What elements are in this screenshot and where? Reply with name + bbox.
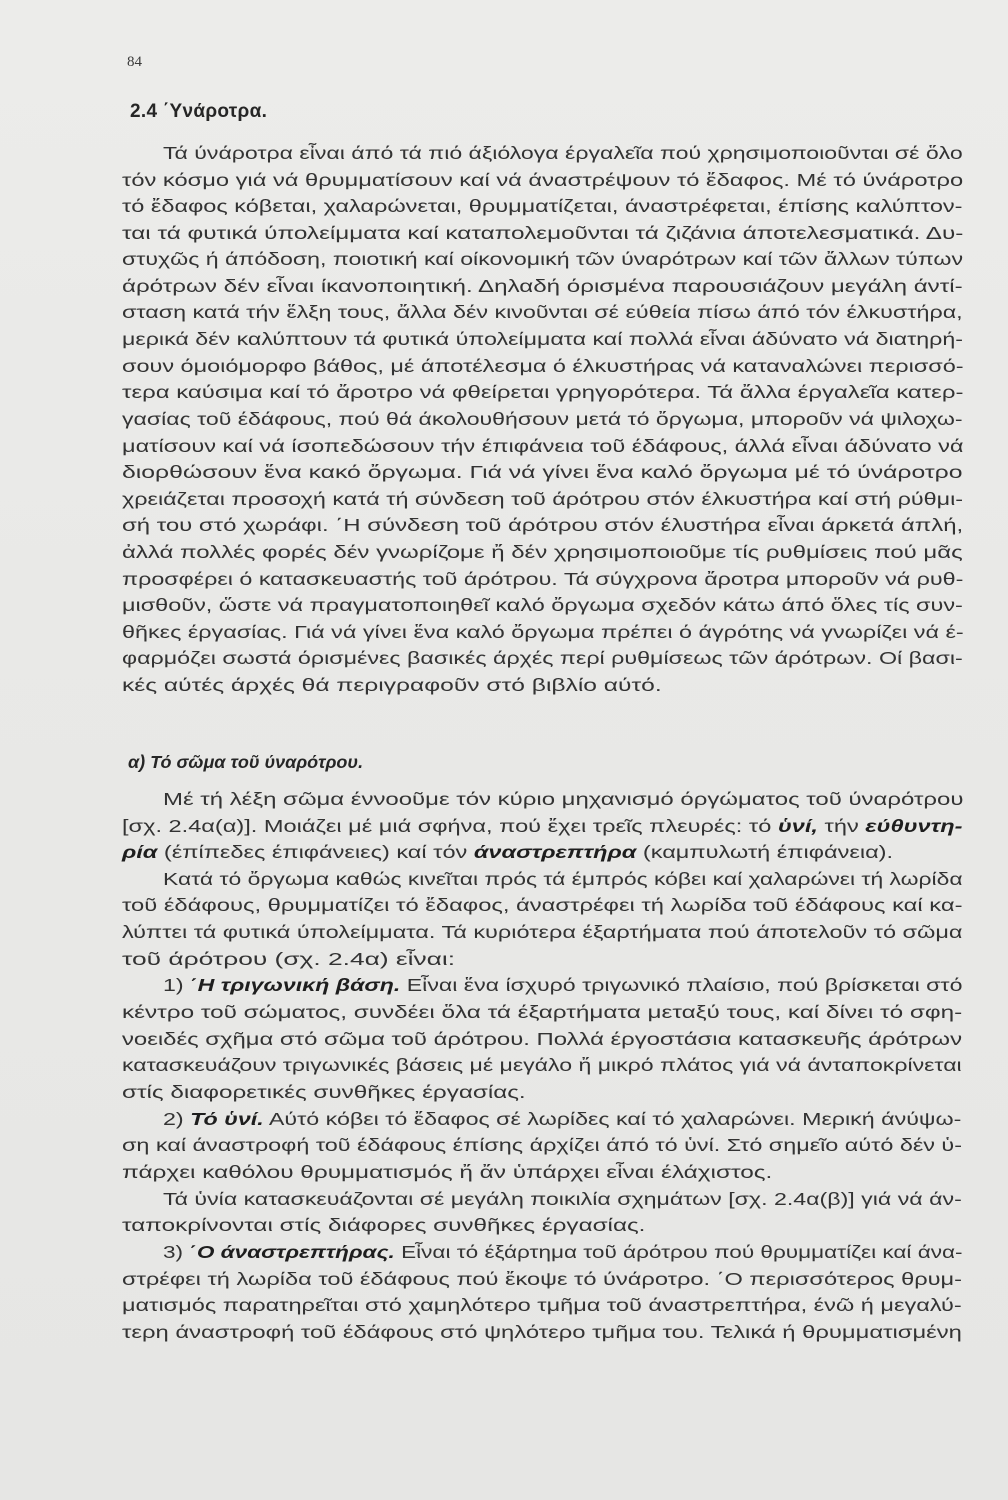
text-segment: 3) bbox=[163, 1242, 190, 1262]
page-number: 84 bbox=[127, 54, 142, 70]
text-segment: ταποκρίνονται στίς διάφορες συνθῆκες έργασίας. bbox=[122, 1215, 646, 1235]
text-segment: Εἶναι ἕνα ίσχυρό τριγωνικό πλαίσιο, πού βρίσκεται στό bbox=[400, 975, 963, 995]
emphasized-term: ΄Ο άναστρεπτήρας. bbox=[189, 1242, 395, 1262]
body-line bbox=[122, 1214, 645, 1236]
text-segment: νοειδές σχῆμα στό σῶμα τοῦ άρότρου. Πολλά έργοστάσια κατασκευῆς άρότρων bbox=[122, 1029, 963, 1049]
text-segment: πάρχει καθόλου θρυμματισμός ἤ ἄν ὑπάρχει εἶναι έλάχιστος. bbox=[122, 1162, 773, 1182]
intro-line: τερα καύσιμα καί τό ἄροτρο νά φθείρεται γρηγορότερα. Τά ἄλλα έργαλεῖα κατερ- bbox=[122, 382, 964, 402]
intro-line: στυχῶς ή άπόδοση, ποιοτική καί οίκονομική τῶν ύναρότρων καί τῶν ἄλλων τύπων bbox=[122, 249, 964, 269]
text-segment: τοῦ έδάφους, θρυμματίζει τό ἔδαφος, άναστρέφει τή λωρίδα τοῦ έδάφους καί κα- bbox=[122, 895, 963, 915]
body-line bbox=[163, 868, 963, 890]
text-segment: κέντρο τοῦ σώματος, συνδέει ὅλα τά έξαρτήματα μεταξύ τους, καί δίνει τό σφη- bbox=[122, 1002, 963, 1022]
body-line bbox=[122, 1294, 962, 1316]
intro-line: τό ἔδαφος κόβεται, χαλαρώνεται, θρυμματίζεται, άναστρέφεται, έπίσης καλύπτον- bbox=[122, 196, 963, 216]
emphasized-term: ὑνί, bbox=[777, 816, 818, 836]
body-line bbox=[163, 1241, 962, 1263]
text-segment: τερη άναστροφή τοῦ έδάφους στό ψηλότερο τμῆμα του. Τελικά ή θρυμματισμένη bbox=[122, 1322, 962, 1342]
text-segment: Μέ τή λέξη σῶμα έννοοῦμε τόν κύριο μηχανισμό όργώματος τοῦ ύναρότρου bbox=[163, 789, 964, 809]
text-segment: στίς διαφορετικές συνθῆκες έργασίας. bbox=[122, 1082, 526, 1102]
intro-line: σή του στό χωράφι. ΄Η σύνδεση τοῦ άρότρου στόν έλυστήρα εἶναι άρκετά άπλή, bbox=[122, 515, 964, 535]
emphasized-term: ρία bbox=[122, 842, 158, 862]
text-segment: ση καί άναστροφή τοῦ έδάφους έπίσης άρχίζει άπό τό ὑνί. Στό σημεῖο αύτό δέν ὑ- bbox=[122, 1135, 963, 1155]
emphasized-term: εύθυντη- bbox=[865, 816, 963, 836]
intro-line: χρειάζεται προσοχή κατά τή σύνδεση τοῦ άρότρου στόν έλκυστήρα καί στή ρύθμι- bbox=[122, 489, 964, 509]
intro-line: φαρμόζει σωστά όρισμένες βασικές άρχές περί ρυθμίσεως τῶν άρότρων. Οί βασι- bbox=[122, 648, 963, 668]
text-segment: Κατά τό ὄργωμα καθώς κινεῖται πρός τά έμπρός κόβει καί χαλαρώνει τή λωρίδα bbox=[163, 869, 963, 889]
body-line bbox=[122, 1054, 962, 1076]
text-segment: (έπίπεδες έπιφάνειες) καί τόν bbox=[157, 842, 474, 862]
intro-line: ματίσουν καί νά ίσοπεδώσουν τήν έπιφάνεια τοῦ έδάφους, άλλά εἶναι άδύνατο νά bbox=[122, 436, 964, 456]
intro-line: γασίας τοῦ έδάφους, πού θά άκολουθήσουν μετά τό ὄργωμα, μποροῦν νά ψιλοχω- bbox=[122, 409, 963, 429]
intro-line: Τά ύνάροτρα εἶναι άπό τά πιό άξιόλογα έργαλεῖα πού χρησιμοποιοῦνται σέ ὅλο bbox=[163, 143, 963, 163]
intro-line: σταση κατά τήν ἕλξη τους, ἄλλα δέν κινοῦνται σέ εύθεία πίσω άπό τόν έλκυστήρα, bbox=[122, 302, 963, 322]
emphasized-term: Τό ὑνί. bbox=[190, 1109, 264, 1129]
intro-line: θῆκες έργασίας. Γιά νά γίνει ἕνα καλό ὄργωμα πρέπει ό άγρότης νά γνωρίζει νά έ- bbox=[122, 622, 964, 642]
body-line bbox=[163, 1188, 962, 1210]
body-line bbox=[163, 974, 962, 996]
body-line bbox=[122, 921, 962, 943]
intro-line: προσφέρει ό κατασκευαστής τοῦ άρότρου. Τά σύγχρονα ἄροτρα μποροῦν νά ρυθ- bbox=[122, 569, 964, 589]
body-line bbox=[122, 841, 893, 863]
body-line bbox=[122, 815, 962, 837]
text-segment: (καμπυλωτή έπιφάνεια). bbox=[636, 842, 894, 862]
body-line bbox=[122, 1161, 772, 1183]
text-segment: κατασκευάζουν τριγωνικές βάσεις μέ μεγάλο ἤ μικρό πλάτος γιά νά άνταποκρίνεται bbox=[122, 1055, 962, 1075]
body-line bbox=[163, 1108, 962, 1130]
intro-line: μερικά δέν καλύπτουν τά φυτικά ύπολείμματα καί πολλά εἶναι άδύνατο νά διατηρή- bbox=[122, 329, 964, 349]
intro-line: κές αύτές άρχές θά περιγραφοῦν στό βιβλίο αύτό. bbox=[122, 675, 662, 695]
section-title: 2.4 ΄Υνάροτρα. bbox=[130, 101, 268, 122]
body-line bbox=[122, 1321, 962, 1343]
text-segment: Αύτό κόβει τό ἔδαφος σέ λωρίδες καί τό χαλαρώνει. Μερική άνύψω- bbox=[263, 1109, 962, 1129]
text-segment: 2) bbox=[163, 1109, 191, 1129]
emphasized-term: ΄Η τριγωνική βάση. bbox=[189, 975, 401, 995]
text-segment: λύπτει τά φυτικά ύπολείμματα. Τά κυριότερα έξαρτήματα πού άποτελοῦν τό σῶμα bbox=[122, 922, 963, 942]
intro-line: τόν κόσμο γιά νά θρυμματίσουν καί νά άναστρέψουν τό ἔδαφος. Μέ τό ύνάροτρο bbox=[122, 170, 964, 190]
body-line bbox=[122, 894, 962, 916]
text-segment: τοῦ άρότρου (σχ. 2.4α) εἶναι: bbox=[122, 949, 456, 969]
intro-line: ται τά φυτικά ύπολείμματα καί καταπολεμοῦνται τά ζιζάνια άποτελεσματικά. Δυ- bbox=[122, 223, 964, 243]
body-line bbox=[122, 1268, 962, 1290]
body-line bbox=[122, 1028, 962, 1050]
text-segment: στρέφει τή λωρίδα τοῦ έδάφους πού ἔκοψε τό ύνάροτρο. ΄Ο περισσότερος θρυμ- bbox=[122, 1269, 963, 1289]
body-line bbox=[163, 788, 963, 810]
intro-line: σουν όμοιόμορφο βάθος, μέ άποτέλεσμα ό έλκυστήρας νά καταναλώνει περισσό- bbox=[122, 356, 964, 376]
body-line bbox=[122, 1081, 525, 1103]
text-segment: Εἶναι τό έξάρτημα τοῦ άρότρου πού θρυμματίζει καί άνα- bbox=[394, 1242, 963, 1262]
text-segment: Τά ὑνία κατασκευάζονται σέ μεγάλη ποικιλία σχημάτων [σχ. 2.4α(β)] γιά νά άν- bbox=[163, 1189, 962, 1209]
text-segment: ματισμός παρατηρεῖται στό χαμηλότερο τμῆμα τοῦ άναστρεπτήρα, ένῶ ή μεγαλύ- bbox=[122, 1295, 962, 1315]
body-line bbox=[122, 1001, 962, 1023]
text-segment: [σχ. 2.4α(α)]. Μοιάζει μέ μιά σφήνα, πού ἔχει τρεῖς πλευρές: τό bbox=[122, 816, 778, 836]
intro-line: άρότρων δέν εἶναι ίκανοποιητική. Δηλαδή όρισμένα παρουσιάζουν μεγάλη άντί- bbox=[122, 276, 963, 296]
subsection-heading: α) Τό σῶμα τοῦ ύναρότρου. bbox=[128, 752, 364, 772]
intro-line: διορθώσουν ἕνα κακό ὄργωμα. Γιά νά γίνει ἕνα καλό ὄργωμα μέ τό ύνάροτρο bbox=[122, 462, 963, 482]
intro-line: ἀλλά πολλές φορές δέν γνωρίζομε ἤ δέν χρησιμοποιοῦμε τίς ρυθμίσεις πού μᾶς bbox=[122, 542, 963, 562]
text-segment: τήν bbox=[817, 816, 866, 836]
body-line bbox=[122, 1134, 962, 1156]
body-line bbox=[122, 948, 455, 970]
intro-line: μισθοῦν, ὥστε νά πραγματοποιηθεῖ καλό ὄργωμα σχεδόν κάτω άπό ὅλες τίς συν- bbox=[122, 595, 963, 615]
emphasized-term: άναστρεπτήρα bbox=[473, 842, 637, 862]
text-segment: 1) bbox=[163, 975, 190, 995]
